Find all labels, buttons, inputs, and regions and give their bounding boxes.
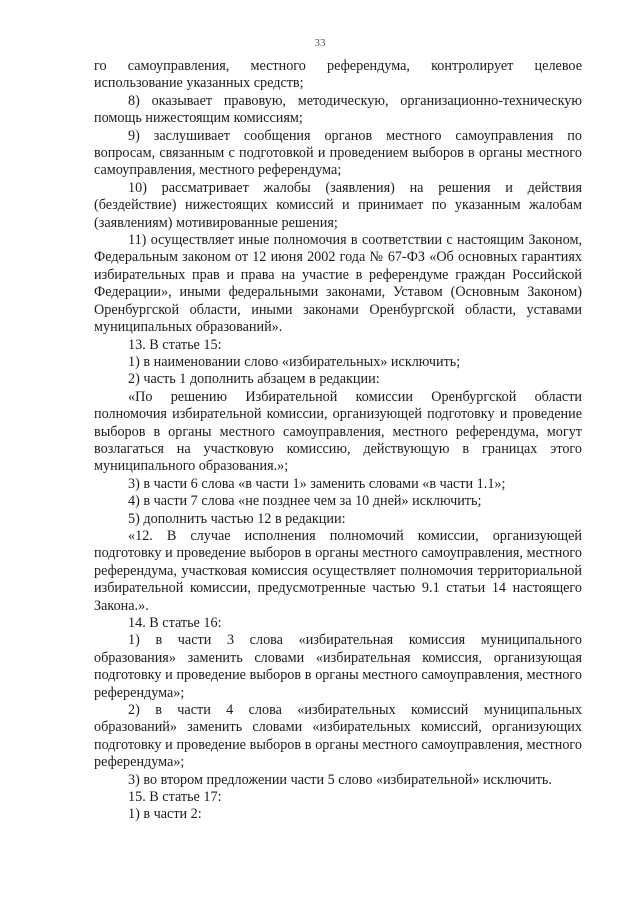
list-item-10: 10) рассматривает жалобы (заявления) на решения и действия (бездействие) нижестоящих комиссий и принимает по указанным жалобам (заявлениям) мотивированные решения; (94, 179, 582, 231)
amendment-item: 2) в части 4 слова «избирательных комиссий муниципальных образований» заменить словами «избирательных комиссий, организующих подготовку и проведение выборов в органы местного самоуправления, местного референдума»; (94, 702, 582, 771)
quoted-text: «По решению Избирательной комиссии Оренбургской области полномочия избирательной комиссии, организующей подготовку и проведение выборов в органы местного самоуправления, местного референдума, могут возлагаться на участковую комиссию, действующую в границах этого муниципального образования.»; (94, 388, 582, 475)
section-heading-15: 15. В статье 17: (128, 789, 222, 806)
amendment-item: 5) дополнить частью 12 в редакции: (128, 510, 346, 527)
amendment-item: 4) в части 7 слова «не позднее чем за 10 дней» исключить; (128, 493, 482, 510)
document-body (94, 58, 582, 824)
amendment-item: 2) часть 1 дополнить абзацем в редакции: (128, 371, 380, 388)
section-heading-14: 14. В статье 16: (128, 615, 222, 631)
quoted-text: «12. В случае исполнения полномочий комиссии, организующей подготовку и проведение выборов в органы местного самоуправления, местного референдума, участковая комиссия осуществляет полномочия территориальной избирательной комиссии, предусмотренные частью 9.1 статьи 14 настоящего Закона.». (94, 527, 582, 614)
section-heading-13: 13. В статье 15: (128, 336, 222, 353)
amendment-item: 3) во втором предложении части 5 слово «избирательной» исключить. (128, 771, 552, 788)
list-item-11: 11) осуществляет иные полномочия в соответствии с настоящим Законом, Федеральным законом от 12 июня 2002 года № 67-ФЗ «Об основных гарантиях избирательных прав и права на участие в референдуме граждан Российской Федерации», иными федеральными законами, Уставом (Основным Законом) Оренбургской области, иными законами Оренбургской области, уставами муниципальных образований». (94, 232, 582, 336)
amendment-item: 1) в части 2: (128, 806, 202, 823)
amendment-item: 3) в части 6 слова «в части 1» заменить словами «в части 1.1»; (128, 475, 506, 492)
list-item-8: 8) оказывает правовую, методическую, организационно-техническую помощь нижестоящим комиссиям; (94, 92, 582, 127)
amendment-item: 1) в наименовании слово «избирательных» исключить; (128, 353, 461, 370)
amendment-item: 1) в части 3 слова «избирательная комиссия муниципального образования» заменить словами «избирательная комиссия, организующая подготовку и проведение выборов в органы местного самоуправления, местного референдума»; (94, 632, 582, 701)
page-number: 33 (314, 37, 326, 49)
continued-paragraph: го самоуправления, местного референдума, контролирует целевое использование указанных средств; (94, 58, 582, 92)
list-item-9: 9) заслушивает сообщения органов местного самоуправления по вопросам, связанным с подготовкой и проведением выборов в органы местного самоуправления, местного референдума; (94, 127, 582, 179)
